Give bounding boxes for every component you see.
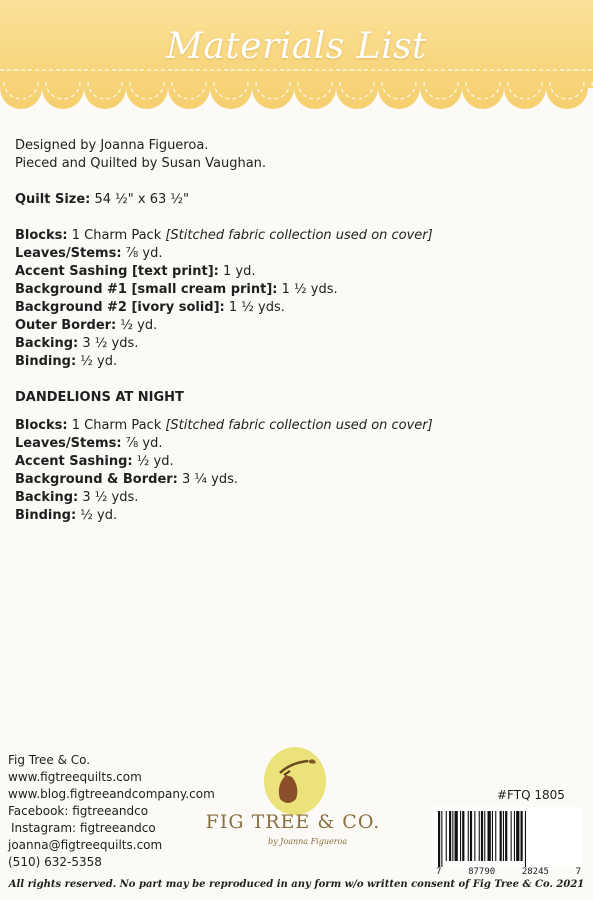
material-item	[15, 335, 580, 353]
material-item	[15, 245, 580, 263]
quilt-size	[15, 191, 580, 209]
material-amount: ⅞ yd.	[121, 436, 163, 451]
quilter-credit: Pieced and Quilted by Susan Vaughan.	[15, 156, 267, 171]
material-item	[15, 263, 580, 281]
material-label: Outer Border:	[15, 318, 117, 333]
barcode	[432, 807, 582, 867]
material-amount: 1 Charm Pack	[67, 418, 166, 433]
email-link[interactable]: joanna@figtreequilts.com	[8, 838, 163, 852]
material-item	[15, 317, 580, 335]
material-label: Leaves/Stems:	[15, 246, 122, 261]
material-amount: ⅞ yd.	[121, 246, 163, 261]
barcode-digits	[436, 867, 581, 877]
materials-list	[15, 227, 580, 371]
instagram-handle: Instagram: figtreeandco	[11, 821, 156, 835]
material-item	[15, 353, 580, 371]
material-label: Background #2 [ivory solid]:	[15, 300, 225, 315]
material-item	[15, 435, 580, 453]
contact-info	[8, 752, 215, 871]
material-amount: 1 ½ yds.	[224, 300, 285, 315]
material-item	[15, 227, 580, 245]
material-label: Blocks:	[15, 418, 68, 433]
material-label: Background & Border:	[15, 472, 178, 487]
copyright-notice: All rights reserved. No part may be reproduced in any form w/o written consent of Fig Tree & Co. 2021	[8, 879, 585, 890]
material-label: Leaves/Stems:	[15, 436, 122, 451]
facebook-handle: Facebook: figtreeandco	[8, 804, 149, 818]
material-label: Background #1 [small cream print]:	[15, 282, 278, 297]
material-label: Backing:	[15, 336, 79, 351]
company-name: Fig Tree & Co.	[8, 753, 91, 767]
material-amount: 1 yd.	[218, 264, 256, 279]
material-item	[15, 417, 580, 435]
variant-materials-list	[15, 417, 580, 525]
material-amount: ½ yd.	[76, 508, 118, 523]
material-note: [Stitched fabric collection used on cover]	[165, 418, 433, 433]
product-sku: #FTQ 1805	[497, 788, 565, 802]
barcode-digit-group: 7	[575, 867, 581, 877]
fig-tree-logo	[198, 745, 408, 857]
material-amount: ½ yd.	[132, 454, 174, 469]
quilt-size-value: 54 ½" x 63 ½"	[90, 192, 189, 207]
header-banner	[0, 0, 593, 115]
logo-wordmark: FIG TREE & CO.	[205, 811, 381, 833]
variant-heading: DANDELIONS AT NIGHT	[15, 390, 184, 405]
material-item	[15, 281, 580, 299]
material-item	[15, 299, 580, 317]
phone-number: (510) 632-5358	[8, 855, 102, 869]
designer-credit: Designed by Joanna Figueroa.	[15, 138, 209, 153]
material-note: [Stitched fabric collection used on cover]	[165, 228, 433, 243]
material-label: Binding:	[15, 354, 77, 369]
material-label: Backing:	[15, 490, 79, 505]
blog-link[interactable]: www.blog.figtreeandcompany.com	[8, 787, 215, 801]
material-item	[15, 507, 580, 525]
material-label: Accent Sashing [text print]:	[15, 264, 219, 279]
barcode-digit-group: 7	[436, 867, 442, 877]
barcode-digit-group: 28245	[521, 867, 549, 877]
material-amount: 3 ½ yds.	[78, 336, 139, 351]
material-amount: 1 ½ yds.	[277, 282, 338, 297]
logo-signature: by Joanna Figueroa	[268, 837, 348, 846]
material-item	[15, 471, 580, 489]
fig-icon	[250, 745, 350, 817]
material-amount: ½ yd.	[76, 354, 118, 369]
material-item	[15, 453, 580, 471]
material-label: Accent Sashing:	[15, 454, 133, 469]
material-amount: 3 ¼ yds.	[177, 472, 238, 487]
material-label: Binding:	[15, 508, 77, 523]
materials-content	[15, 137, 580, 525]
website-link[interactable]: www.figtreequilts.com	[8, 770, 142, 784]
quilt-size-label: Quilt Size:	[15, 192, 91, 207]
material-label: Blocks:	[15, 228, 68, 243]
material-amount: ½ yd.	[116, 318, 158, 333]
page-title: Materials List	[165, 26, 428, 67]
material-amount: 1 Charm Pack	[67, 228, 166, 243]
material-item	[15, 489, 580, 507]
barcode-digit-group: 87790	[468, 867, 496, 877]
material-amount: 3 ½ yds.	[78, 490, 139, 505]
